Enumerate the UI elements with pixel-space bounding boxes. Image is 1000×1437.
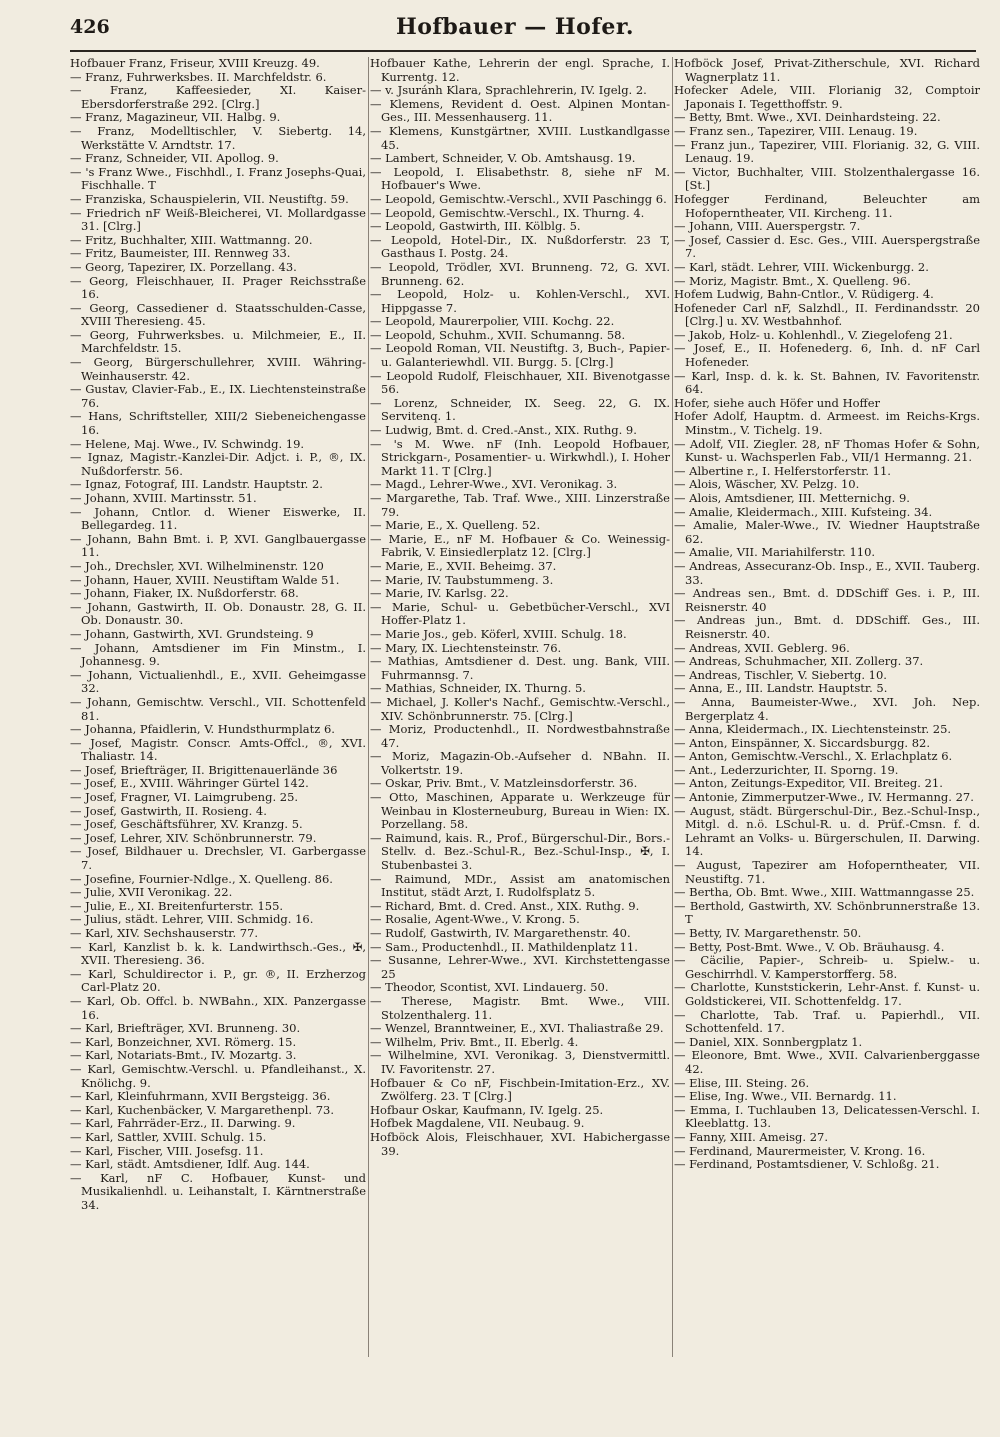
page-title: Hofbauer — Hofer. — [395, 14, 635, 40]
directory-entry: — Moriz, Magazin-Ob.-Aufseher d. NBahn. II. Volkertstr. 19. — [370, 749, 670, 777]
directory-entry: — Johann, Bahn Bmt. i. P, XVI. Ganglbauergasse 11. — [70, 531, 366, 560]
directory-entry: Hofer, siehe auch Höfer und Hoffer — [674, 395, 881, 410]
directory-entry: — Ludwig, Bmt. d. Cred.-Anst., XIX. Ruthg. 9. — [370, 423, 637, 438]
directory-entry: — Franz jun., Tapezirer, VIII. Florianig. 32, G. VIII. Lenaug. 19. — [674, 137, 980, 166]
directory-entry: — Karl, nF C. Hofbauer, Kunst- und Musikalienhdl. u. Leihanstalt, I. Kärntnerstraße 34. — [70, 1170, 366, 1212]
directory-entry: — Fanny, XIII. Ameisg. 27. — [674, 1129, 828, 1144]
directory-entry: Hofbauer Franz, Friseur, XVIII Kreuzg. 49. — [70, 56, 320, 70]
directory-entry: — Marie, E., nF M. Hofbauer & Co. Weinessig-Fabrik, V. Einsiedlerplatz 12. [Clrg.] — [370, 531, 670, 560]
directory-entry: — Bertha, Ob. Bmt. Wwe., XIII. Wattmanngasse 25. — [674, 885, 975, 900]
directory-entry: — Josef, Gastwirth, II. Rosieng. 4. — [70, 803, 267, 818]
directory-entry: — Julius, städt. Lehrer, VIII. Schmidg. 16. — [70, 912, 314, 927]
directory-entry: — Moriz, Magistr. Bmt., X. Quelleng. 96. — [674, 273, 911, 288]
directory-entry: — Johann, XVIII. Martinsstr. 51. — [70, 491, 257, 505]
directory-entry: — Andreas sen., Bmt. d. DDSchiff Ges. i. P., III. Reisnerstr. 40 — [674, 586, 980, 614]
directory-entry: — Wilhelm, Priv. Bmt., II. Eberlg. 4. — [370, 1034, 579, 1049]
directory-entry: — Hans, Schriftsteller, XIII/2 Siebeneichengasse 16. — [70, 409, 366, 438]
directory-entry: — Franz, Modelltischler, V. Siebertg. 14, Werkstätte V. Arndtstr. 17. — [70, 123, 366, 152]
directory-entry: — August, Tapezirer am Hofoperntheater, VII. Neustiftg. 71. — [674, 858, 980, 886]
directory-entry: — Karl, Schuldirector i. P., gr. ®, II. Erzherzog Carl-Platz 20. — [70, 966, 366, 995]
directory-entry: — Klemens, Kunstgärtner, XVIII. Lustkandlgasse 45. — [370, 123, 670, 152]
directory-entry: — Mathias, Schneider, IX. Thurng. 5. — [370, 681, 586, 696]
directory-entry: — Mary, IX. Liechtensteinstr. 76. — [370, 640, 562, 655]
directory-entry: — Josef, Magistr. Conscr. Amts-Offcl., ®, XVI. Thaliastr. 14. — [70, 735, 366, 764]
directory-entry: — Anna, E., III. Landstr. Hauptstr. 5. — [674, 681, 888, 696]
directory-entry: — Fritz, Buchhalter, XIII. Wattmanng. 20. — [70, 232, 313, 247]
directory-entry: — Ferdinand, Postamtsdiener, V. Schloßg. 21. — [674, 1157, 940, 1172]
directory-entry: — Lambert, Schneider, V. Ob. Amtshausg. 19. — [370, 151, 636, 166]
directory-entry: — Josef, Fragner, VI. Laimgrubeng. 25. — [70, 790, 299, 805]
directory-entry: Hofbauer & Co nF, Fischbein-Imitation-Erz., XV. Zwölferg. 23. T [Clrg.] — [370, 1075, 670, 1104]
directory-entry: — Gustav, Clavier-Fab., E., IX. Liechtensteinstraße 76. — [70, 382, 366, 410]
directory-entry: — August, städt. Bürgerschul-Dir., Bez.-Schul-Insp., Mitgl. d. n.ö. LSchul-R. u. d. Prüf.-Cmsn. f. d. Lehramt an Volks- u. Bürgerschulen, II. Darwing. 14. — [674, 803, 980, 859]
directory-entry: — Georg, Fuhrwerksbes. u. Milchmeier, E., II. Marchfeldstr. 15. — [70, 327, 366, 356]
page-header — [70, 12, 960, 48]
directory-entry: — Anton, Zeitungs-Expeditor, VII. Breiteg. 21. — [674, 776, 943, 791]
directory-entry: Hofem Ludwig, Bahn-Cntlor., V. Rüdigerg. 4. — [674, 287, 934, 302]
directory-entry: — Raimund, kais. R., Prof., Bürgerschul-Dir., Bors.-Stellv. d. Bez.-Schul-R., Bez.-Schul-Insp., ✠, I. Stubenbastei 3. — [370, 830, 670, 873]
directory-entry: — Betty, Bmt. Wwe., XVI. Deinhardsteing. 22. — [674, 110, 941, 125]
header-rule — [70, 50, 976, 52]
directory-entry: — Georg, Tapezirer, IX. Porzellang. 43. — [70, 259, 297, 274]
directory-entry: — Karl, XIV. Sechshauserstr. 77. — [70, 926, 259, 940]
page-number: 426 — [70, 16, 110, 38]
directory-entry: — Karl, Fahrräder-Erz., II. Darwing. 9. — [70, 1116, 296, 1131]
directory-entry: — Josef, Bildhauer u. Drechsler, VI. Garbergasse 7. — [70, 844, 366, 873]
directory-entry: — Berthold, Gastwirth, XV. Schönbrunnerstraße 13. T — [674, 898, 980, 927]
directory-entry: — Johann, VIII. Auerspergstr. 7. — [674, 219, 861, 234]
directory-entry: — Karl, städt. Lehrer, VIII. Wickenburgg. 2. — [674, 259, 929, 274]
directory-entry: Hofeneder Carl nF, Salzhdl., II. Ferdinandsstr. 20 [Clrg.] u. XV. Westbahnhof. — [674, 300, 980, 329]
directory-entry: Hofbauer Kathe, Lehrerin der engl. Sprache, I. Kurrentg. 12. — [370, 56, 670, 84]
directory-entry: Hofböck Alois, Fleischhauer, XVI. Habichergasse 39. — [370, 1129, 670, 1158]
directory-entry: — Rosalie, Agent-Wwe., V. Krong. 5. — [370, 912, 580, 927]
directory-entry: — Karl, Sattler, XVIII. Schulg. 15. — [70, 1129, 267, 1144]
directory-entry: — Andreas, XVII. Geblerg. 96. — [674, 640, 850, 655]
directory-entry: — Johann, Gastwirth, II. Ob. Donaustr. 28, G. II. Ob. Donaustr. 30. — [70, 599, 366, 628]
directory-entry: — Franz sen., Tapezirer, VIII. Lenaug. 19. — [674, 123, 918, 138]
directory-entry: — Johanna, Pfaidlerin, V. Hundsthurmplatz 6. — [70, 722, 335, 737]
directory-entry: — Theodor, Scontist, XVI. Lindauerg. 50. — [370, 980, 609, 995]
directory-entry: — Friedrich nF Weiß-Bleicherei, VI. Mollardgasse 31. [Clrg.] — [70, 205, 366, 234]
directory-entry: — Otto, Maschinen, Apparate u. Werkzeuge für Weinbau in Klosterneuburg, Bureau in Wien: IX. Porzellang. 58. — [370, 790, 670, 832]
directory-entry: — Amalie, VII. Mariahilferstr. 110. — [674, 545, 876, 560]
directory-entry: — Amalie, Kleidermach., XIII. Kufsteing. 34. — [674, 504, 933, 519]
directory-entry: Hofecker Adele, VIII. Florianig 32, Comptoir Japonais I. Tegetthoffstr. 9. — [674, 83, 980, 111]
directory-entry: Hofböck Josef, Privat-Zitherschule, XVI. Richard Wagnerplatz 11. — [674, 56, 980, 84]
directory-entry: — Anton, Einspänner, X. Siccardsburgg. 82. — [674, 735, 931, 750]
directory-entry: — Georg, Fleischhauer, II. Prager Reichsstraße 16. — [70, 273, 366, 302]
directory-entry: — Karl, Bonzeichner, XVI. Römerg. 15. — [70, 1034, 297, 1049]
directory-entry: — Leopold, Hotel-Dir., IX. Nußdorferstr. 23 T, Gasthaus I. Postg. 24. — [370, 232, 670, 261]
directory-entry: — Franz, Kaffeesieder, XI. Kaiser-Ebersdorferstraße 292. [Clrg.] — [70, 83, 366, 111]
column-1 — [70, 57, 366, 1212]
directory-entry: — Lorenz, Schneider, IX. Seeg. 22, G. IX. Servitenq. 1. — [370, 395, 670, 424]
directory-entry: Hofer Adolf, Hauptm. d. Armeest. im Reichs-Krgs. Minstm., V. Tichelg. 19. — [674, 409, 980, 438]
directory-entry: — Betty, Post-Bmt. Wwe., V. Ob. Bräuhausg. 4. — [674, 939, 945, 954]
directory-entry: — Johann, Cntlor. d. Wiener Eiswerke, II. Bellegardeg. 11. — [70, 504, 366, 533]
directory-entry: — 's Franz Wwe., Fischhdl., I. Franz Josephs-Quai, Fischhalle. T — [70, 164, 366, 193]
directory-entry: — Andreas, Assecuranz-Ob. Insp., E., XVII. Tauberg. 33. — [674, 558, 980, 587]
directory-entry: — Leopold, Maurerpolier, VIII. Kochg. 22. — [370, 314, 615, 329]
directory-entry: — Magd., Lehrer-Wwe., XVI. Veronikag. 3. — [370, 477, 618, 492]
directory-entry: — Marie, IV. Taubstummeng. 3. — [370, 572, 554, 587]
directory-entry: — Oskar, Priv. Bmt., V. Matzleinsdorferstr. 36. — [370, 776, 638, 791]
directory-entry: — Anna, Kleidermach., IX. Liechtensteinstr. 25. — [674, 722, 952, 737]
directory-entry: — Helene, Maj. Wwe., IV. Schwindg. 19. — [70, 436, 305, 451]
directory-entry: — Jakob, Holz- u. Kohlenhdl., V. Ziegelofeng 21. — [674, 327, 953, 342]
directory-entry: — Ignaz, Fotograf, III. Landstr. Hauptstr. 2. — [70, 477, 323, 492]
directory-entry: — Daniel, XIX. Sonnbergplatz 1. — [674, 1034, 863, 1049]
directory-entry: — Therese, Magistr. Bmt. Wwe., VIII. Stolzenthalerg. 11. — [370, 993, 670, 1022]
directory-entry: — Marie Jos., geb. Köferl, XVIII. Schulg. 18. — [370, 626, 627, 641]
directory-entry: — Anna, Baumeister-Wwe., XVI. Joh. Nep. Bergerplatz 4. — [674, 694, 980, 723]
directory-entry: — Andreas, Tischler, V. Siebertg. 10. — [674, 667, 887, 682]
directory-entry: — Johann, Amtsdiener im Fin Minstm., I. Johannesg. 9. — [70, 640, 366, 669]
directory-entry: — Josef, Geschäftsführer, XV. Kranzg. 5. — [70, 817, 303, 832]
column-divider — [672, 57, 673, 1357]
directory-entry: — Leopold, Gemischtw.-Verschl., XVII Paschingg 6. — [370, 191, 667, 206]
directory-entry: — Karl, Briefträger, XVI. Brunneng. 30. — [70, 1021, 301, 1036]
directory-entry: — Mathias, Amtsdiener d. Dest. ung. Bank, VIII. Fuhrmannsg. 7. — [370, 654, 670, 682]
directory-entry: — Charlotte, Kunststickerin, Lehr-Anst. f. Kunst- u. Goldstickerei, VII. Schottenfeldg. 17. — [674, 980, 980, 1008]
directory-entry: — Franz, Magazineur, VII. Halbg. 9. — [70, 110, 281, 125]
directory-entry: Hofegger Ferdinand, Beleuchter am Hofoperntheater, VII. Kircheng. 11. — [674, 191, 980, 220]
directory-entry: — Leopold Roman, VII. Neustiftg. 3, Buch-, Papier- u. Galanteriewhdl. VII. Burgg. 5. [Clrg.] — [370, 341, 670, 370]
directory-entry: — Andreas jun., Bmt. d. DDSchiff. Ges., III. Reisnerstr. 40. — [674, 613, 980, 641]
directory-entry: — Richard, Bmt. d. Cred. Anst., XIX. Ruthg. 9. — [370, 898, 640, 913]
directory-entry: Hofbaur Oskar, Kaufmann, IV. Igelg. 25. — [370, 1102, 604, 1117]
directory-entry: — Moriz, Productenhdl., II. Nordwestbahnstraße 47. — [370, 722, 670, 750]
directory-entry: — Julie, E., XI. Breitenfurterstr. 155. — [70, 898, 284, 913]
directory-entry: — Raimund, MDr., Assist am anatomischen Institut, städt Arzt, I. Rudolfsplatz 5. — [370, 871, 670, 900]
directory-entry: — Wilhelmine, XVI. Veronikag. 3, Dienstvermittl. IV. Favoritenstr. 27. — [370, 1048, 670, 1076]
column-divider — [368, 57, 369, 1357]
directory-entry: — Marie, E., XVII. Beheimg. 37. — [370, 558, 557, 573]
directory-entry: — Marie, E., X. Quelleng. 52. — [370, 518, 541, 533]
directory-entry: — Franz, Schneider, VII. Apollog. 9. — [70, 151, 279, 166]
directory-entry: — 's M. Wwe. nF (Inh. Leopold Hofbauer, Strickgarn-, Posamentier- u. Wirkwhdl.), I. Hoher Markt 11. T [Clrg.] — [370, 436, 670, 478]
directory-entry: — Johann, Gemischtw. Verschl., VII. Schottenfeld 81. — [70, 694, 366, 723]
directory-entry: — Josef, Lehrer, XIV. Schönbrunnerstr. 79. — [70, 830, 317, 845]
directory-entry: — Julie, XVII Veronikag. 22. — [70, 885, 233, 900]
directory-entry: — Cäcilie, Papier-, Schreib- u. Spielw.- u. Geschirrhdl. V. Kamperstorfferg. 58. — [674, 953, 980, 981]
directory-entry: — Amalie, Maler-Wwe., IV. Wiedner Hauptstraße 62. — [674, 518, 980, 546]
directory-entry: Hofbek Magdalene, VII. Neubaug. 9. — [370, 1116, 585, 1131]
directory-entry: — Leopold, Schuhm., XVII. Schumanng. 58. — [370, 327, 626, 342]
column-2 — [370, 57, 670, 1158]
directory-entry: — Karl, Notariats-Bmt., IV. Mozartg. 3. — [70, 1048, 297, 1063]
directory-entry: — Josef, Briefträger, II. Brigittenauerlände 36 — [70, 762, 338, 777]
directory-entry: — Marie, IV. Karlsg. 22. — [370, 586, 509, 601]
directory-entry: — Alois, Wäscher, XV. Pelzg. 10. — [674, 477, 860, 492]
column-3 — [674, 57, 980, 1172]
directory-entry: — Fritz, Baumeister, III. Rennweg 33. — [70, 246, 291, 261]
directory-entry: — Ant., Lederzurichter, II. Sporng. 19. — [674, 762, 899, 777]
directory-entry: — Sam., Productenhdl., II. Mathildenplatz 11. — [370, 939, 638, 954]
directory-entry: — Josef, E., XVIII. Währinger Gürtel 142. — [70, 776, 309, 791]
directory-entry: — Andreas, Schuhmacher, XII. Zollerg. 37. — [674, 654, 924, 669]
directory-entry: — Karl, Kanzlist b. k. k. Landwirthsch.-Ges., ✠, XVII. Theresieng. 36. — [70, 939, 366, 968]
directory-entry: — Karl, städt. Amtsdiener, Idlf. Aug. 144. — [70, 1157, 310, 1172]
directory-entry: — Karl, Fischer, VIII. Josefsg. 11. — [70, 1143, 264, 1158]
directory-entry: — Susanne, Lehrer-Wwe., XVI. Kirchstettengasse 25 — [370, 953, 670, 981]
directory-entry: — Victor, Buchhalter, VIII. Stolzenthalergasse 16. [St.] — [674, 164, 980, 193]
directory-entry: — Leopold, I. Elisabethstr. 8, siehe nF M. Hofbauer's Wwe. — [370, 164, 670, 193]
directory-entry: — Franz, Fuhrwerksbes. II. Marchfeldstr. 6. — [70, 69, 327, 84]
directory-entry: — Leopold, Gemischtw.-Verschl., IX. Thurng. 4. — [370, 205, 645, 220]
directory-entry: — Wenzel, Branntweiner, E., XVI. Thaliastraße 29. — [370, 1021, 664, 1036]
directory-entry: — Leopold, Gastwirth, III. Kölblg. 5. — [370, 219, 581, 234]
directory-entry: — Georg, Cassediener d. Staatsschulden-Casse, XVIII Theresieng. 45. — [70, 300, 366, 329]
directory-entry: — Charlotte, Tab. Traf. u. Papierhdl., VII. Schottenfeld. 17. — [674, 1007, 980, 1036]
directory-entry: — Alois, Amtsdiener, III. Metternichg. 9. — [674, 491, 910, 505]
directory-entry: — Karl, Kuchenbäcker, V. Margarethenpl. 73. — [70, 1102, 335, 1117]
directory-entry: — Leopold Rudolf, Fleischhauer, XII. Bivenotgasse 56. — [370, 368, 670, 397]
directory-entry: — Margarethe, Tab. Traf. Wwe., XIII. Linzerstraße 79. — [370, 491, 670, 519]
directory-entry: — Rudolf, Gastwirth, IV. Margarethenstr. 40. — [370, 926, 631, 940]
directory-entry: — Leopold, Holz- u. Kohlen-Verschl., XVI. Hippgasse 7. — [370, 287, 670, 315]
directory-entry: — Johann, Gastwirth, XVI. Grundsteing. 9 — [70, 626, 314, 641]
directory-entry: — v. Jsuránh Klara, Sprachlehrerin, IV. Igelg. 2. — [370, 83, 647, 98]
directory-entry: — Karl, Kleinfuhrmann, XVII Bergsteigg. 36. — [70, 1089, 331, 1104]
directory-entry: — Anton, Gemischtw.-Verschl., X. Erlachplatz 6. — [674, 749, 953, 764]
directory-entry: — Emma, I. Tuchlauben 13, Delicatessen-Verschl. I. Kleeblattg. 13. — [674, 1102, 980, 1131]
directory-entry: — Marie, Schul- u. Gebetbücher-Verschl., XVI Hoffer-Platz 1. — [370, 599, 670, 628]
directory-entry: — Josef, E., II. Hofenederg. 6, Inh. d. nF Carl Hofeneder. — [674, 341, 980, 370]
directory-entry: — Leopold, Trödler, XVI. Brunneng. 72, G. XVI. Brunneng. 62. — [370, 259, 670, 288]
directory-entry: — Antonie, Zimmerputzer-Wwe., IV. Hermanng. 27. — [674, 790, 974, 805]
directory-entry: — Johann, Hauer, XVIII. Neustiftam Walde 51. — [70, 572, 340, 587]
directory-entry: — Ferdinand, Maurermeister, V. Krong. 16. — [674, 1143, 926, 1158]
directory-entry: — Karl, Insp. d. k. k. St. Bahnen, IV. Favoritenstr. 64. — [674, 368, 980, 397]
directory-entry: — Josefine, Fournier-Ndlge., X. Quelleng. 86. — [70, 871, 333, 886]
directory-entry: — Eleonore, Bmt. Wwe., XVII. Calvarienberggasse 42. — [674, 1048, 980, 1076]
directory-entry: — Josef, Cassier d. Esc. Ges., VIII. Auerspergstraße 7. — [674, 232, 980, 261]
directory-entry: — Elise, III. Steing. 26. — [674, 1075, 810, 1090]
directory-entry: — Georg, Bürgerschullehrer, XVIII. Währing-Weinhauserstr. 42. — [70, 355, 366, 383]
directory-entry: — Johann, Victualienhdl., E., XVII. Geheimgasse 32. — [70, 667, 366, 696]
directory-entry: — Adolf, VII. Ziegler. 28, nF Thomas Hofer & Sohn, Kunst- u. Wachsperlen Fab., VII/1 Hermanng. 21. — [674, 436, 980, 465]
directory-entry: — Johann, Fiaker, IX. Nußdorferstr. 68. — [70, 586, 299, 601]
directory-entry: — Klemens, Revident d. Oest. Alpinen Montan-Ges., III. Messenhauserg. 11. — [370, 96, 670, 125]
directory-entry: — Joh., Drechsler, XVI. Wilhelminenstr. 120 — [70, 558, 324, 573]
directory-entry: — Karl, Gemischtw.-Verschl. u. Pfandleihanst., X. Knölichg. 9. — [70, 1061, 366, 1090]
directory-entry: — Betty, IV. Margarethenstr. 50. — [674, 926, 862, 940]
directory-entry: — Albertine r., I. Helferstorferstr. 11. — [674, 463, 891, 478]
directory-entry: — Michael, J. Koller's Nachf., Gemischtw.-Verschl., XIV. Schönbrunnerstr. 75. [Clrg.] — [370, 694, 670, 723]
directory-entry: — Franziska, Schauspielerin, VII. Neustiftg. 59. — [70, 191, 349, 206]
directory-entry: — Karl, Ob. Offcl. b. NWBahn., XIX. Panzergasse 16. — [70, 993, 366, 1022]
directory-entry: — Ignaz, Magistr.-Kanzlei-Dir. Adjct. i. P., ®, IX. Nußdorferstr. 56. — [70, 450, 366, 478]
directory-entry: — Elise, Ing. Wwe., VII. Bernardg. 11. — [674, 1089, 897, 1104]
